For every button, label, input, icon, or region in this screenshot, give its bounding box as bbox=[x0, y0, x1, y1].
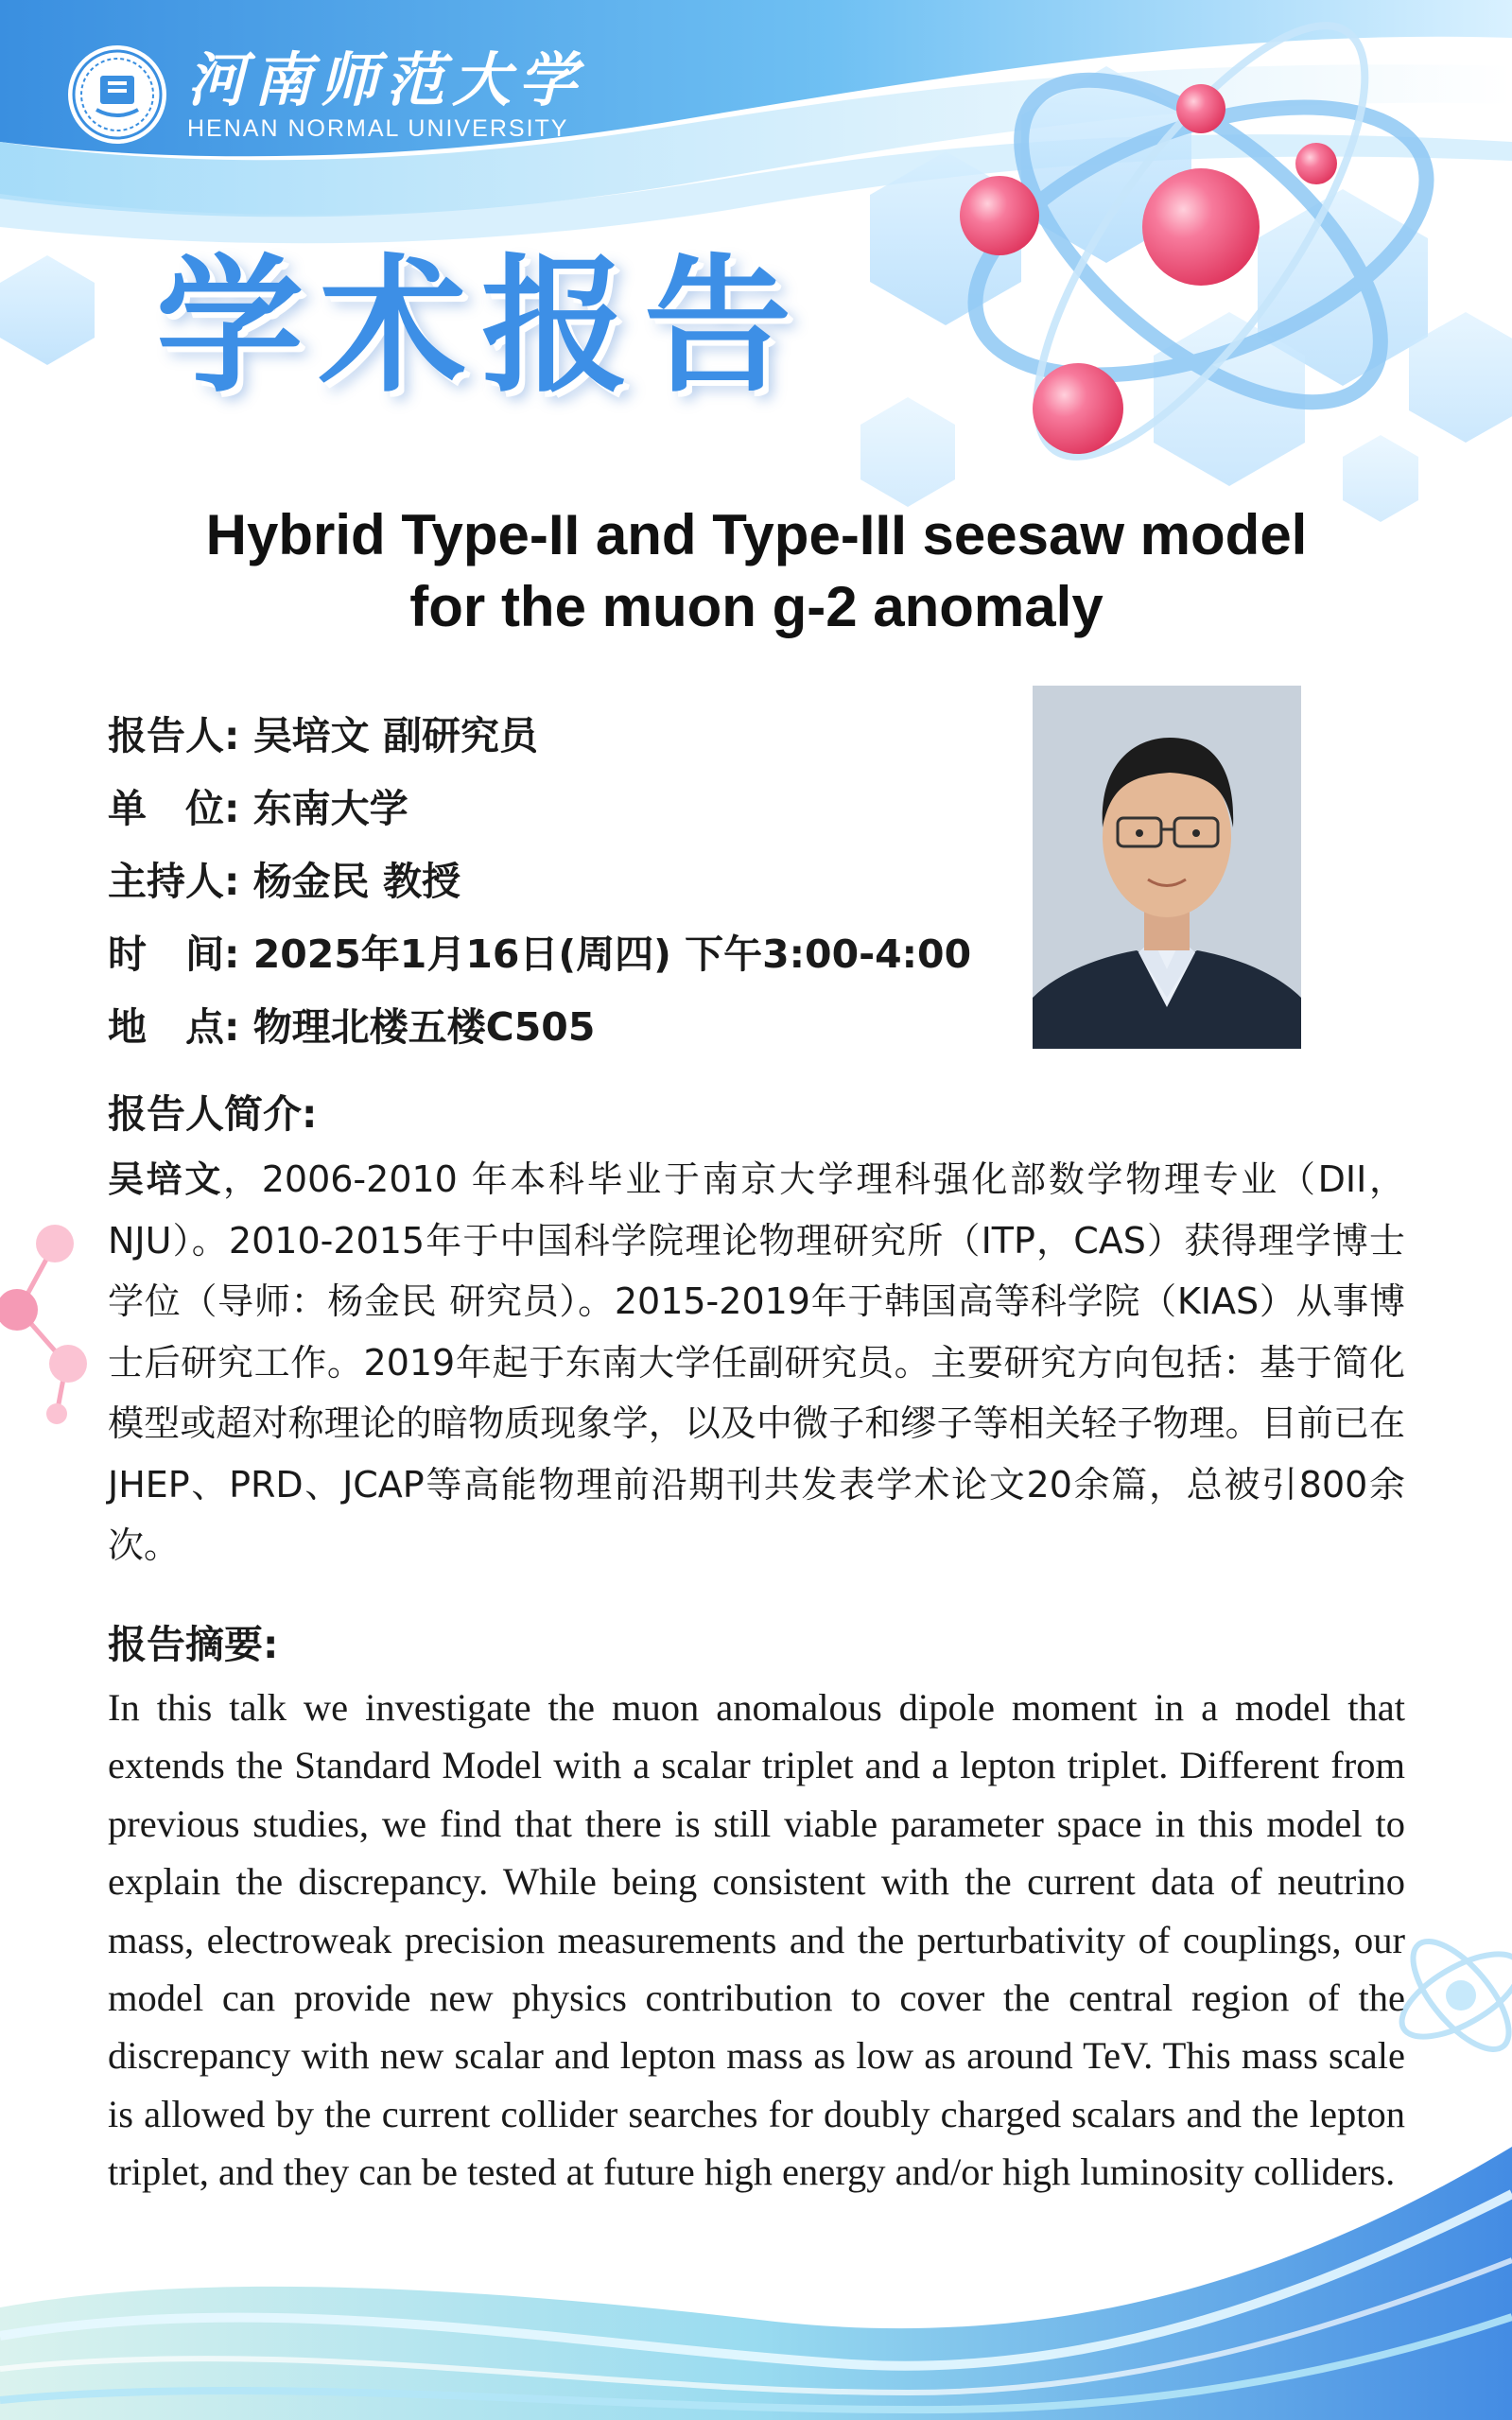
abstract-heading: 报告摘要: bbox=[108, 1622, 279, 1667]
info-row-host bbox=[108, 845, 971, 918]
info-label: 主持人: bbox=[108, 859, 240, 904]
bio-body: ，2006-2010 年本科毕业于南京大学理科强化部数学物理专业（DII，NJU）。2010-2015年于中国科学院理论物理研究所（ITP，CAS）获得理学博士学位（导师：杨金民 研究员）。2015-2019年于韩国高等科学院（KIAS）从事博士后研究工作。2019年起于东南大学任副研究员。主要研究方向包括：基于简化模型或超对称理论的暗物质现象学，以及中微子和缪子等相关轻子物理。目前已在JHEP、PRD、JCAP等高能物理前沿期刊共发表学术论文20余篇，总被引800余次。 bbox=[108, 1158, 1405, 1566]
speaker-photo bbox=[1033, 686, 1301, 1049]
info-label: 单 位: bbox=[108, 786, 240, 831]
info-value: 东南大学 bbox=[252, 786, 408, 831]
talk-info bbox=[108, 700, 971, 1064]
talk-title-line1: Hybrid Type-II and Type-III seesaw model bbox=[205, 503, 1308, 566]
abstract-text: In this talk we investigate the muon anomalous dipole moment in a model that extends the Standard Model with a scalar triplet and a lepton triplet. Different from previous studies, we find that there is still viable parameter space in this model to explain the discrepancy. While being consistent with the current data of neutrino mass, electroweak precision measurements and the perturbativity of couplings, our model can provide new physics contribution to cover the central region of the discrepancy with new scalar and lepton mass as low as around TeV. This mass scale is allowed by the current collider searches for doubly charged scalars and the lepton triplet, and they can be tested at future high energy and/or high luminosity colliders. bbox=[108, 1686, 1405, 2194]
speaker-portrait-icon bbox=[1033, 686, 1301, 1049]
university-emblem-icon bbox=[66, 44, 168, 146]
info-row-speaker bbox=[108, 700, 971, 773]
main-heading: 学术报告 bbox=[156, 240, 807, 412]
info-value: 吴培文 副研究员 bbox=[252, 713, 538, 758]
info-value: 物理北楼五楼C505 bbox=[252, 1004, 596, 1050]
bio-text bbox=[108, 1149, 1405, 1576]
university-name-en: HENAN NORMAL UNIVERSITY bbox=[187, 115, 569, 142]
info-row-location bbox=[108, 991, 971, 1064]
info-label: 报告人: bbox=[108, 713, 240, 758]
talk-title bbox=[95, 499, 1418, 643]
info-value: 2025年1月16日(周四) 下午3:00-4:00 bbox=[252, 931, 972, 977]
university-logo bbox=[66, 44, 584, 146]
bio-heading: 报告人简介: bbox=[108, 1091, 318, 1137]
info-row-affiliation bbox=[108, 773, 971, 845]
info-label: 时 间: bbox=[108, 931, 240, 977]
university-name-cn: 河南师范大学 bbox=[187, 45, 585, 114]
info-value: 杨金民 教授 bbox=[252, 859, 461, 904]
bio-name: 吴培文 bbox=[108, 1158, 224, 1200]
talk-title-line2: for the muon g-2 anomaly bbox=[409, 575, 1104, 638]
info-row-time bbox=[108, 918, 971, 991]
info-label: 地 点: bbox=[108, 1004, 240, 1050]
